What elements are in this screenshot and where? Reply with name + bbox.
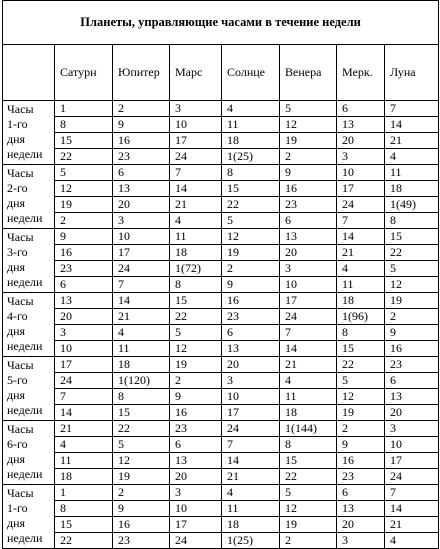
hour-cell: 9 xyxy=(55,229,113,245)
hour-cell: 14 xyxy=(113,293,170,309)
hour-cell: 17 xyxy=(385,453,439,469)
hour-cell: 5 xyxy=(337,373,385,389)
table-row xyxy=(3,325,439,341)
hour-cell: 16 xyxy=(337,453,385,469)
table-row xyxy=(3,469,439,485)
table-row xyxy=(3,533,439,549)
table-row xyxy=(3,405,439,421)
day-label-line: 1-го xyxy=(7,117,28,131)
hour-cell: 7 xyxy=(337,213,385,229)
hour-cell: 13 xyxy=(222,341,280,357)
day-label-line: недели xyxy=(7,531,43,545)
hour-cell: 7 xyxy=(385,101,439,117)
hour-cell: 15 xyxy=(280,453,337,469)
hour-cell: 7 xyxy=(280,325,337,341)
hour-cell: 20 xyxy=(222,357,280,373)
hour-cell: 12 xyxy=(55,181,113,197)
hour-cell: 8 xyxy=(113,389,170,405)
table-row xyxy=(3,341,439,357)
hour-cell: 20 xyxy=(337,517,385,533)
hour-cell: 18 xyxy=(385,181,439,197)
column-header-jupiter: Юпитер xyxy=(113,45,170,101)
hour-cell: 16 xyxy=(222,293,280,309)
hour-cell: 14 xyxy=(222,453,280,469)
hour-cell: 2 xyxy=(385,309,439,325)
hour-cell: 17 xyxy=(113,245,170,261)
hour-cell: 19 xyxy=(385,293,439,309)
hour-cell: 1(144) xyxy=(280,421,337,437)
hour-cell: 23 xyxy=(385,357,439,373)
table-row xyxy=(3,149,439,165)
table-row xyxy=(3,453,439,469)
hour-cell: 15 xyxy=(170,293,222,309)
hour-cell: 2 xyxy=(113,101,170,117)
hour-cell: 2 xyxy=(55,213,113,229)
hour-cell: 8 xyxy=(385,213,439,229)
hour-cell: 23 xyxy=(113,149,170,165)
hour-cell: 1 xyxy=(55,101,113,117)
hour-cell: 2 xyxy=(337,421,385,437)
hour-cell: 16 xyxy=(170,405,222,421)
hour-cell: 22 xyxy=(170,309,222,325)
hour-cell: 2 xyxy=(280,533,337,549)
day-label-line: Часы xyxy=(7,486,34,500)
hour-cell: 11 xyxy=(385,165,439,181)
hour-cell: 12 xyxy=(280,501,337,517)
hour-cell: 17 xyxy=(280,293,337,309)
hour-cell: 1(49) xyxy=(385,197,439,213)
day-label-line: Часы xyxy=(7,422,34,436)
hour-cell: 8 xyxy=(222,165,280,181)
hour-cell: 13 xyxy=(280,229,337,245)
hour-cell: 1 xyxy=(55,485,113,501)
hour-cell: 11 xyxy=(170,229,222,245)
hour-cell: 3 xyxy=(385,421,439,437)
hour-cell: 20 xyxy=(337,133,385,149)
hour-cell: 23 xyxy=(280,197,337,213)
hour-cell: 15 xyxy=(55,133,113,149)
table-title: Планеты, управляющие часами в течение недели xyxy=(3,1,439,45)
hour-cell: 6 xyxy=(280,213,337,229)
hour-cell: 7 xyxy=(55,389,113,405)
hour-cell: 16 xyxy=(385,341,439,357)
day-label-cell xyxy=(3,293,55,357)
hour-cell: 19 xyxy=(55,197,113,213)
hour-cell: 22 xyxy=(337,357,385,373)
planet-hours-table xyxy=(2,0,439,549)
hour-cell: 6 xyxy=(222,325,280,341)
hour-cell: 10 xyxy=(385,437,439,453)
column-header-saturn: Сатурн xyxy=(55,45,113,101)
hour-cell: 20 xyxy=(170,469,222,485)
table-row xyxy=(3,117,439,133)
hour-cell: 14 xyxy=(55,405,113,421)
hour-cell: 21 xyxy=(113,309,170,325)
hour-cell: 21 xyxy=(170,197,222,213)
hour-cell: 3 xyxy=(170,485,222,501)
hour-cell: 7 xyxy=(385,485,439,501)
hour-cell: 4 xyxy=(337,261,385,277)
hour-cell: 20 xyxy=(280,245,337,261)
hour-cell: 13 xyxy=(337,117,385,133)
hour-cell: 16 xyxy=(55,245,113,261)
hour-cell: 4 xyxy=(385,533,439,549)
table-row xyxy=(3,165,439,181)
table-row xyxy=(3,229,439,245)
hour-cell: 8 xyxy=(55,501,113,517)
day-label-line: дня xyxy=(7,132,26,146)
table-row xyxy=(3,309,439,325)
hour-cell: 24 xyxy=(385,469,439,485)
hour-cell: 4 xyxy=(170,213,222,229)
table-row xyxy=(3,293,439,309)
hour-cell: 19 xyxy=(170,357,222,373)
hour-cell: 2 xyxy=(113,485,170,501)
hour-cell: 22 xyxy=(55,149,113,165)
hour-cell: 16 xyxy=(280,181,337,197)
column-header-row xyxy=(3,45,439,101)
table-row xyxy=(3,501,439,517)
table-row xyxy=(3,373,439,389)
hour-cell: 21 xyxy=(385,133,439,149)
hour-cell: 1(96) xyxy=(337,309,385,325)
hour-cell: 13 xyxy=(385,389,439,405)
hour-cell: 3 xyxy=(280,261,337,277)
table-row xyxy=(3,245,439,261)
hour-cell: 1(25) xyxy=(222,533,280,549)
hour-cell: 24 xyxy=(170,533,222,549)
hour-cell: 24 xyxy=(113,261,170,277)
hour-cell: 6 xyxy=(385,373,439,389)
hour-cell: 9 xyxy=(385,325,439,341)
hour-cell: 5 xyxy=(385,261,439,277)
hour-cell: 11 xyxy=(55,453,113,469)
hour-cell: 19 xyxy=(222,245,280,261)
hour-cell: 19 xyxy=(113,469,170,485)
table-row xyxy=(3,101,439,117)
hour-cell: 22 xyxy=(113,421,170,437)
day-label-line: дня xyxy=(7,452,26,466)
column-header-mercury: Мерк. xyxy=(337,45,385,101)
hour-cell: 9 xyxy=(113,501,170,517)
day-label-cell xyxy=(3,165,55,229)
hour-cell: 24 xyxy=(280,309,337,325)
hour-cell: 9 xyxy=(280,165,337,181)
hour-cell: 4 xyxy=(280,373,337,389)
hour-cell: 10 xyxy=(337,165,385,181)
hour-cell: 9 xyxy=(170,389,222,405)
day-label-line: дня xyxy=(7,388,26,402)
hour-cell: 16 xyxy=(113,517,170,533)
day-label-line: Часы xyxy=(7,294,34,308)
table-row xyxy=(3,197,439,213)
hour-cell: 11 xyxy=(222,501,280,517)
hour-cell: 23 xyxy=(55,261,113,277)
hour-cell: 9 xyxy=(222,277,280,293)
hour-cell: 2 xyxy=(222,261,280,277)
hour-cell: 12 xyxy=(337,389,385,405)
hour-cell: 11 xyxy=(113,341,170,357)
hour-cell: 17 xyxy=(170,517,222,533)
hour-cell: 10 xyxy=(113,229,170,245)
day-label-line: недели xyxy=(7,403,43,417)
hour-cell: 13 xyxy=(55,293,113,309)
hour-cell: 18 xyxy=(222,133,280,149)
day-label-line: недели xyxy=(7,211,43,225)
hour-cell: 20 xyxy=(55,309,113,325)
hour-cell: 18 xyxy=(337,293,385,309)
hour-cell: 23 xyxy=(113,533,170,549)
hour-cell: 15 xyxy=(337,341,385,357)
day-label-line: дня xyxy=(7,196,26,210)
hour-cell: 6 xyxy=(55,277,113,293)
day-label-line: Часы xyxy=(7,166,34,180)
hour-cell: 18 xyxy=(113,357,170,373)
day-label-cell xyxy=(3,101,55,165)
hour-cell: 9 xyxy=(337,437,385,453)
hour-cell: 17 xyxy=(55,357,113,373)
day-label-line: Часы xyxy=(7,358,34,372)
hour-cell: 18 xyxy=(222,517,280,533)
hour-cell: 14 xyxy=(385,117,439,133)
table-body xyxy=(3,101,439,549)
hour-cell: 5 xyxy=(280,485,337,501)
table-row xyxy=(3,389,439,405)
hour-cell: 11 xyxy=(280,389,337,405)
hour-cell: 23 xyxy=(222,309,280,325)
hour-cell: 24 xyxy=(55,373,113,389)
column-header-moon: Луна xyxy=(385,45,439,101)
hour-cell: 18 xyxy=(55,469,113,485)
table-row xyxy=(3,517,439,533)
hour-cell: 3 xyxy=(113,213,170,229)
hour-cell: 21 xyxy=(385,517,439,533)
hour-cell: 3 xyxy=(170,101,222,117)
column-header-mars: Марс xyxy=(170,45,222,101)
hour-cell: 4 xyxy=(222,485,280,501)
hour-cell: 7 xyxy=(170,165,222,181)
hour-cell: 6 xyxy=(337,101,385,117)
column-header-sun: Солнце xyxy=(222,45,280,101)
table-row xyxy=(3,485,439,501)
hour-cell: 8 xyxy=(280,437,337,453)
hour-cell: 5 xyxy=(280,101,337,117)
hour-cell: 16 xyxy=(113,133,170,149)
hour-cell: 15 xyxy=(55,517,113,533)
day-label-line: 4-го xyxy=(7,309,28,323)
hour-cell: 13 xyxy=(170,453,222,469)
hour-cell: 17 xyxy=(337,181,385,197)
hour-cell: 4 xyxy=(113,325,170,341)
hour-cell: 21 xyxy=(222,469,280,485)
hour-cell: 2 xyxy=(280,149,337,165)
day-label-line: Часы xyxy=(7,102,34,116)
hour-cell: 5 xyxy=(113,437,170,453)
day-label-line: 2-го xyxy=(7,181,28,195)
hour-cell: 10 xyxy=(222,389,280,405)
day-label-line: 3-го xyxy=(7,245,28,259)
hour-cell: 6 xyxy=(337,485,385,501)
hour-cell: 17 xyxy=(222,405,280,421)
day-label-line: 1-го xyxy=(7,501,28,515)
hour-cell: 23 xyxy=(337,469,385,485)
hour-cell: 24 xyxy=(337,197,385,213)
hour-cell: 19 xyxy=(280,133,337,149)
day-label-line: 5-го xyxy=(7,373,28,387)
day-label-line: дня xyxy=(7,516,26,530)
hour-cell: 12 xyxy=(280,117,337,133)
hour-cell: 15 xyxy=(113,405,170,421)
hour-cell: 5 xyxy=(170,325,222,341)
hour-cell: 11 xyxy=(222,117,280,133)
hour-cell: 20 xyxy=(385,405,439,421)
day-label-line: недели xyxy=(7,275,43,289)
hour-cell: 12 xyxy=(113,453,170,469)
hour-cell: 22 xyxy=(280,469,337,485)
hour-cell: 19 xyxy=(280,517,337,533)
day-label-line: дня xyxy=(7,324,26,338)
hour-cell: 22 xyxy=(55,533,113,549)
hour-cell: 4 xyxy=(222,101,280,117)
hour-cell: 13 xyxy=(337,501,385,517)
day-label-cell xyxy=(3,357,55,421)
hour-cell: 6 xyxy=(170,437,222,453)
table-row xyxy=(3,261,439,277)
hour-cell: 6 xyxy=(113,165,170,181)
hour-cell: 13 xyxy=(113,181,170,197)
hour-cell: 4 xyxy=(55,437,113,453)
hour-cell: 15 xyxy=(222,181,280,197)
hour-cell: 7 xyxy=(222,437,280,453)
hour-cell: 24 xyxy=(222,421,280,437)
hour-cell: 11 xyxy=(337,277,385,293)
day-label-line: 6-го xyxy=(7,437,28,451)
hour-cell: 19 xyxy=(337,405,385,421)
hour-cell: 8 xyxy=(55,117,113,133)
hour-cell: 9 xyxy=(113,117,170,133)
hour-cell: 18 xyxy=(280,405,337,421)
table-row xyxy=(3,181,439,197)
hour-cell: 15 xyxy=(385,229,439,245)
hour-cell: 14 xyxy=(280,341,337,357)
day-label-cell xyxy=(3,421,55,485)
day-label-line: дня xyxy=(7,260,26,274)
hour-cell: 8 xyxy=(170,277,222,293)
hour-cell: 21 xyxy=(55,421,113,437)
hour-cell: 3 xyxy=(337,149,385,165)
day-label-line: недели xyxy=(7,339,43,353)
hour-cell: 14 xyxy=(170,181,222,197)
hour-cell: 12 xyxy=(385,277,439,293)
hour-cell: 14 xyxy=(337,229,385,245)
hour-cell: 22 xyxy=(385,245,439,261)
table-row xyxy=(3,133,439,149)
hour-cell: 12 xyxy=(170,341,222,357)
hour-cell: 5 xyxy=(55,165,113,181)
hour-cell: 8 xyxy=(337,325,385,341)
hour-cell: 20 xyxy=(113,197,170,213)
day-label-line: Часы xyxy=(7,230,34,244)
hour-cell: 3 xyxy=(55,325,113,341)
hour-cell: 17 xyxy=(170,133,222,149)
hour-cell: 5 xyxy=(222,213,280,229)
hour-cell: 1(25) xyxy=(222,149,280,165)
day-label-line: недели xyxy=(7,467,43,481)
hour-cell: 21 xyxy=(280,357,337,373)
table-row xyxy=(3,357,439,373)
hour-cell: 10 xyxy=(170,501,222,517)
table-row xyxy=(3,277,439,293)
hour-cell: 18 xyxy=(170,245,222,261)
hour-cell: 23 xyxy=(170,421,222,437)
hour-cell: 7 xyxy=(113,277,170,293)
corner-cell xyxy=(3,45,55,101)
hour-cell: 12 xyxy=(222,229,280,245)
table-row xyxy=(3,421,439,437)
hour-cell: 10 xyxy=(280,277,337,293)
hour-cell: 3 xyxy=(222,373,280,389)
hour-cell: 4 xyxy=(385,149,439,165)
hour-cell: 10 xyxy=(170,117,222,133)
table-row xyxy=(3,213,439,229)
table-row xyxy=(3,437,439,453)
day-label-cell xyxy=(3,229,55,293)
hour-cell: 1(120) xyxy=(113,373,170,389)
hour-cell: 10 xyxy=(55,341,113,357)
day-label-line: недели xyxy=(7,147,43,161)
hour-cell: 2 xyxy=(170,373,222,389)
hour-cell: 22 xyxy=(222,197,280,213)
column-header-venus: Венера xyxy=(280,45,337,101)
hour-cell: 24 xyxy=(170,149,222,165)
hour-cell: 21 xyxy=(337,245,385,261)
hour-cell: 3 xyxy=(337,533,385,549)
hour-cell: 14 xyxy=(385,501,439,517)
hour-cell: 1(72) xyxy=(170,261,222,277)
